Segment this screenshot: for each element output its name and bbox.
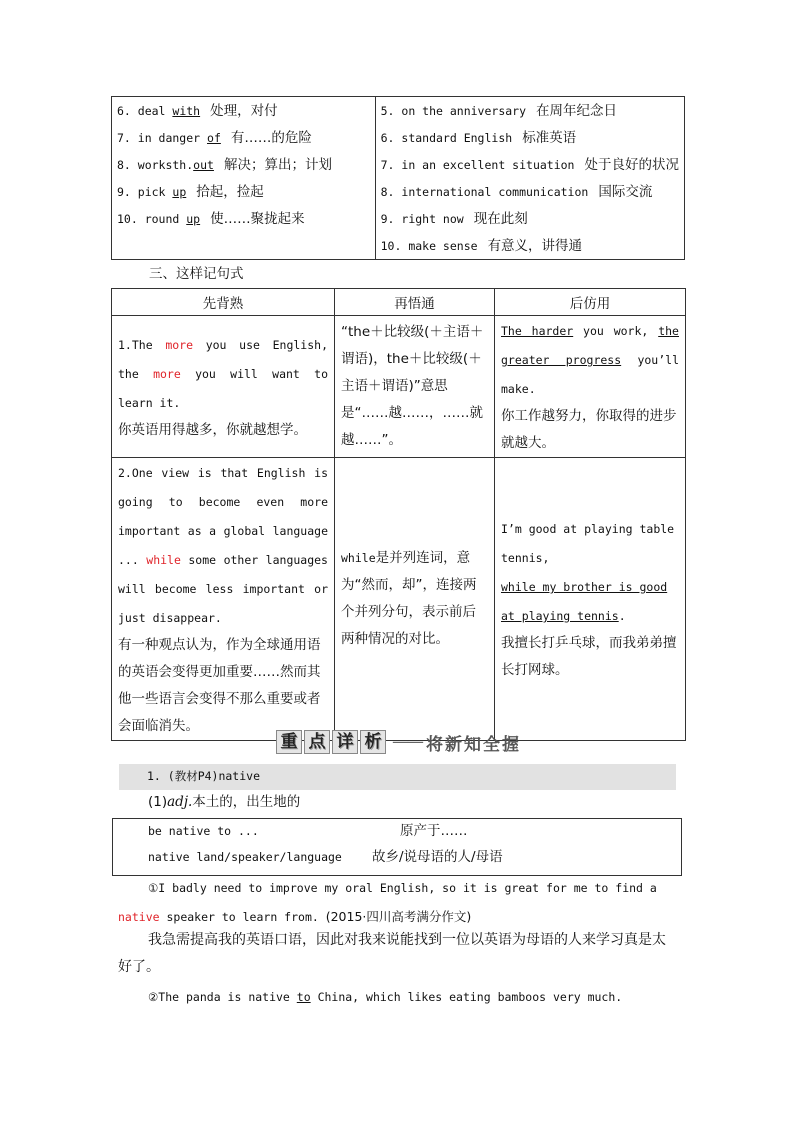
imitation-translation: 你工作越努力，你取得的进步就越大。	[501, 408, 677, 451]
phrase-row: 5. on the anniversary 在周年纪念日	[380, 103, 618, 119]
table-row	[112, 458, 686, 741]
phrase-row: 6. standard English 标准英语	[380, 130, 577, 146]
phrase-row: 7. in an excellent situation 处于良好的状况	[380, 157, 679, 173]
example-sentence: 2.One view is that English is going to become even more important as a global language ... while some other languages will become less important or just disappear.	[118, 466, 328, 625]
phrase-table	[111, 96, 685, 260]
grammar-note: while是并列连词，意为“然而，却”，连接两个并列分句，表示前后两种情况的对比。	[341, 550, 477, 647]
usage-meaning: 故乡/说母语的人/母语	[372, 849, 503, 865]
phrase-row: 9. right now 现在此刻	[380, 211, 528, 227]
example-translation: 你英语用得越多，你就越想学。	[118, 421, 307, 438]
table-cell	[335, 316, 495, 458]
banner-subtitle: 将新知全握	[426, 734, 521, 755]
banner-char: 重	[276, 730, 302, 754]
section-heading: 三、这样记句式	[149, 266, 244, 282]
example-1-translation: 我急需提高我的英语口语，因此对我来说能找到一位以英语为母语的人来学习真是太好了。	[118, 932, 666, 975]
phrase-row: 6. deal with 处理，对付	[117, 103, 278, 119]
header-memorize: 先背熟	[112, 289, 335, 316]
table-cell	[495, 458, 686, 741]
usage-meaning: 原产于……	[400, 823, 468, 839]
definition-line: (1)adj.本土的，出生地的	[148, 794, 301, 810]
phrase-column-left	[112, 97, 375, 259]
banner-char: 析	[360, 730, 386, 754]
table-cell	[112, 316, 335, 458]
banner-char: 点	[304, 730, 330, 754]
imitation-translation: 我擅长打乒乓球，而我弟弟擅长打网球。	[501, 635, 677, 678]
header-imitate: 后仿用	[495, 289, 686, 316]
imitation-sentence: I’m good at playing table tennis, while my brother is good at playing tennis.	[501, 522, 675, 623]
phrase-row: 8. international communication 国际交流	[380, 184, 653, 200]
point-heading: 1. (教材P4)native	[119, 764, 676, 790]
phrase-row: 10. make sense 有意义，讲得通	[380, 238, 583, 254]
table-header-row	[112, 289, 686, 316]
usage-box	[112, 818, 682, 876]
table-cell	[335, 458, 495, 741]
banner-char: 详	[332, 730, 358, 754]
table-cell	[112, 458, 335, 741]
sentence-table	[111, 288, 686, 741]
banner-dash: ——	[392, 732, 422, 752]
grammar-note: “the＋比较级(＋主语＋谓语)，the＋比较级(＋主语＋谓语)”意思是“……越……，……就越……”。	[341, 324, 484, 448]
example-1: ①I badly need to improve my oral English, so it is great for me to find a native speaker to learn from. (2015·四川高考满分作文)	[118, 881, 657, 924]
usage-phrase: native land/speaker/language	[148, 850, 342, 864]
example-translation: 有一种观点认为，作为全球通用语的英语会变得更加重要……然而其他一些语言会变得不那么重要或者会面临消失。	[118, 637, 321, 734]
table-row	[112, 316, 686, 458]
phrase-column-right	[375, 97, 684, 259]
example-sentence: 1.The more you use English, the more you will want to learn it.	[118, 337, 329, 410]
header-understand: 再悟通	[335, 289, 495, 316]
phrase-row: 10. round up 使……聚拢起来	[117, 211, 305, 227]
example-2: ②The panda is native to China, which likes eating bamboos very much.	[148, 990, 623, 1004]
phrase-row: 8. worksth.out 解决；算出；计划	[117, 157, 332, 173]
phrase-row: 7. in danger of 有……的危险	[117, 130, 312, 146]
usage-phrase: be native to ...	[148, 824, 259, 838]
phrase-row: 9. pick up 拾起，捡起	[117, 184, 264, 200]
table-cell	[495, 316, 686, 458]
imitation-sentence: The harder you work, the greater progress you’ll make.	[501, 324, 679, 396]
section-banner	[276, 730, 521, 754]
